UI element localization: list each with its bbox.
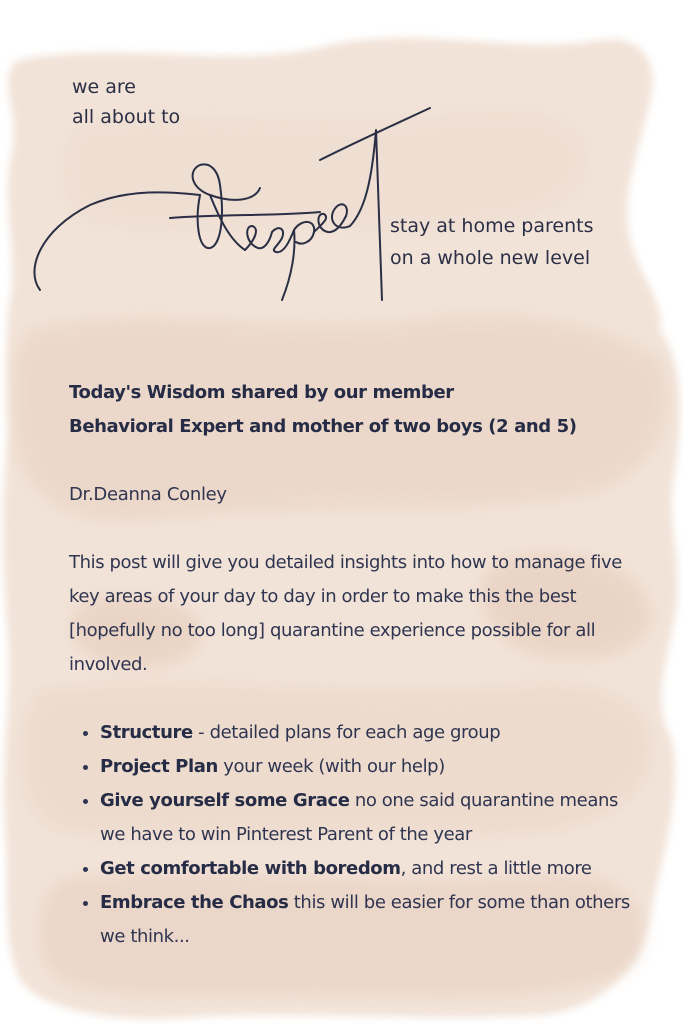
tip-item <box>100 784 639 852</box>
tip-title: Project Plan <box>100 756 218 777</box>
tagline-line-2: on a whole new level <box>390 247 591 269</box>
post-heading-line-2: Behavioral Expert and mother of two boys (2 and 5) <box>69 416 577 437</box>
post-intro-paragraph: This post will give you detailed insights into how to manage five key areas of your day to day in order to make this the best [hopefully no too long] quarantine experience possible for all involved. <box>69 552 622 675</box>
tips-list <box>69 716 639 954</box>
tip-text: , and rest a little more <box>400 858 592 879</box>
intro-line-2: all about to <box>72 106 181 128</box>
tip-title: Give yourself some Grace <box>100 790 350 811</box>
author-name: Dr.Deanna Conley <box>69 484 227 505</box>
tip-item <box>100 886 639 954</box>
post-content <box>69 376 639 954</box>
tip-title: Get comfortable with boredom <box>100 858 401 879</box>
tip-item <box>100 716 639 750</box>
tip-text: - detailed plans for each age group <box>192 722 501 743</box>
tagline <box>390 210 594 274</box>
tip-title: Embrace the Chaos <box>100 892 289 913</box>
post-heading-line-1: Today's Wisdom shared by our member <box>69 382 454 403</box>
intro-line-1: we are <box>72 76 136 98</box>
respect-script-lettering <box>20 100 440 310</box>
tip-text: this will be easier for some than others we think... <box>100 892 630 947</box>
tip-item <box>100 852 639 886</box>
tip-title: Structure <box>100 722 193 743</box>
post-heading <box>69 376 639 444</box>
tagline-line-1: stay at home parents <box>390 215 594 237</box>
tip-text: your week (with our help) <box>217 756 445 777</box>
tip-text: no one said quarantine means we have to win Pinterest Parent of the year <box>100 790 618 845</box>
tip-item <box>100 750 639 784</box>
